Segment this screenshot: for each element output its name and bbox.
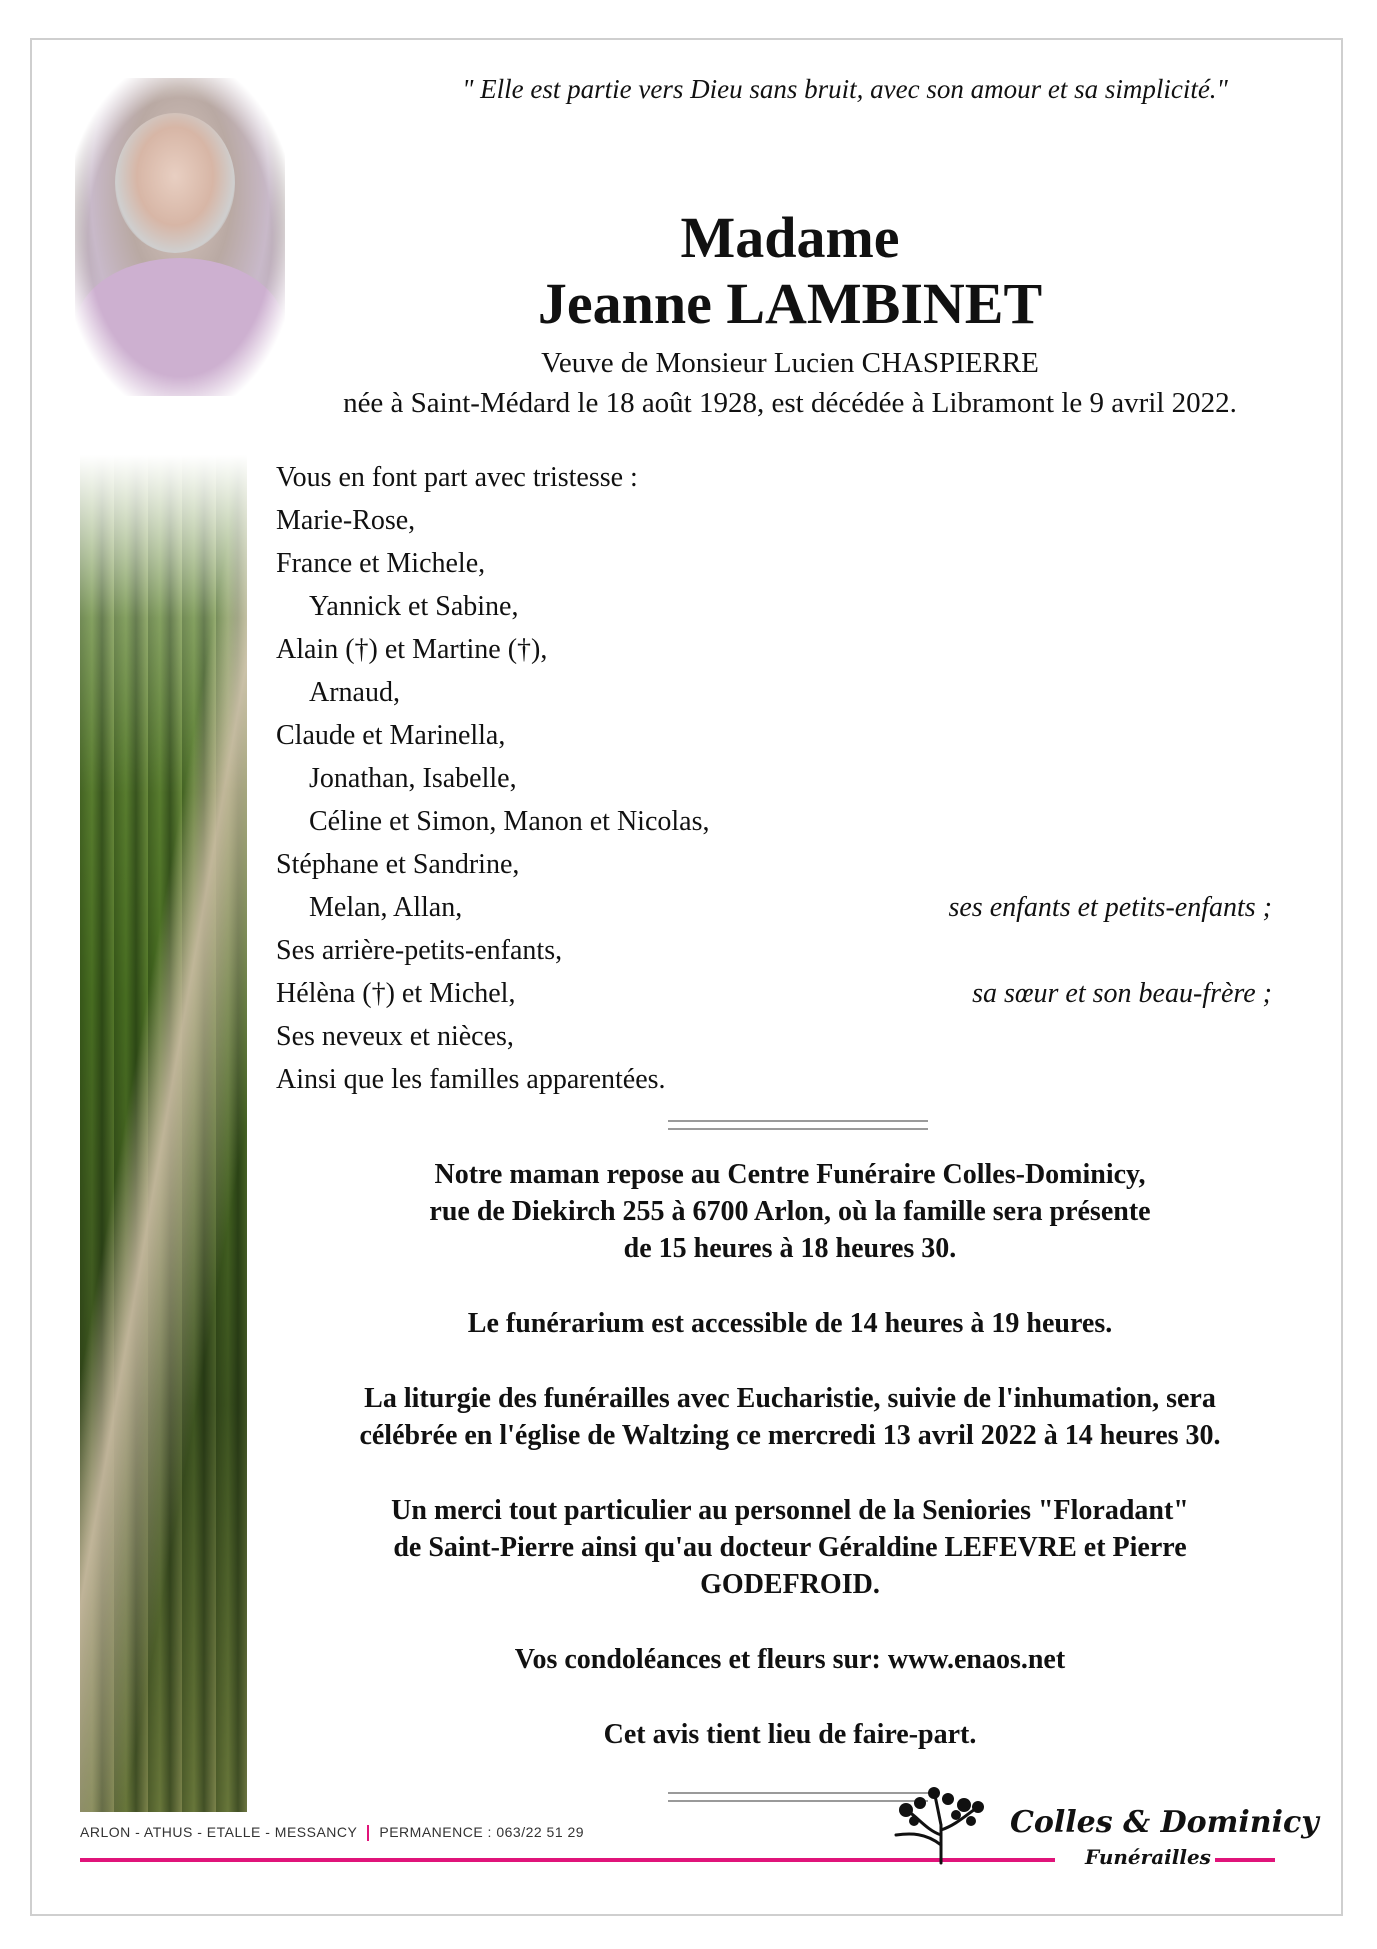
family-row (276, 585, 1296, 628)
family-row-text: Jonathan, Isabelle, (309, 763, 517, 794)
family-row (276, 456, 1296, 499)
portrait-body (75, 258, 285, 398)
family-row (276, 499, 1296, 542)
family-row (276, 886, 1296, 929)
liturgy-line-2: célébrée en l'église de Waltzing ce mercredi 13 avril 2022 à 14 heures 30. (359, 1420, 1221, 1451)
family-row-text: Alain (†) et Martine (†), (276, 634, 548, 665)
family-row-text: Ainsi que les familles apparentées. (276, 1064, 666, 1095)
thanks-line-2: de Saint-Pierre ainsi qu'au docteur Géraldine LEFEVRE et Pierre (393, 1532, 1187, 1563)
deceased-title (300, 205, 1280, 337)
title-honorific: Madame (680, 205, 900, 270)
footer-divider (367, 1825, 369, 1841)
family-row-text: Ses neveux et nièces, (276, 1021, 514, 1052)
family-row-text: Stéphane et Sandrine, (276, 849, 520, 880)
separator-top (668, 1120, 928, 1130)
title-name: Jeanne LAMBINET (537, 271, 1043, 336)
family-row-relation: sa sœur et son beau-frère ; (972, 978, 1272, 1009)
widow-line: Veuve de Monsieur Lucien CHASPIERRE (541, 347, 1039, 379)
notice-paragraph (290, 1716, 1290, 1753)
repose-line-3: de 15 heures à 18 heures 30. (623, 1233, 957, 1264)
family-row (276, 542, 1296, 585)
footer-permanence: PERMANENCE : 063/22 51 29 (379, 1824, 585, 1840)
access-line: Le funérarium est accessible de 14 heures à 19 heures. (467, 1308, 1113, 1339)
family-row (276, 1015, 1296, 1058)
family-row (276, 843, 1296, 886)
family-list (276, 456, 1296, 1101)
tree-logo-icon (886, 1785, 996, 1865)
brand-name: Colles & Dominicy (1010, 1805, 1319, 1840)
access-paragraph (290, 1305, 1290, 1342)
liturgy-line-1: La liturgie des funérailles avec Eucharistie, suivie de l'inhumation, sera (364, 1383, 1216, 1414)
family-row (276, 972, 1296, 1015)
family-row (276, 714, 1296, 757)
family-row-text: Yannick et Sabine, (309, 591, 519, 622)
family-row-text: Claude et Marinella, (276, 720, 506, 751)
footer-accent-line-right (1215, 1858, 1275, 1862)
notice-line: Cet avis tient lieu de faire-part. (603, 1719, 977, 1750)
family-row (276, 671, 1296, 714)
family-row-text: France et Michele, (276, 548, 486, 579)
family-row-relation: ses enfants et petits-enfants ; (948, 892, 1272, 923)
ceremony-info (290, 1156, 1290, 1791)
family-row-text: Melan, Allan, (309, 892, 463, 923)
footer-locations: ARLON - ATHUS - ETALLE - MESSANCY (80, 1824, 358, 1840)
forest-path-image (80, 455, 247, 1812)
family-row (276, 800, 1296, 843)
family-row-text: Vous en font part avec tristesse : (276, 462, 638, 493)
family-row-text: Ses arrière-petits-enfants, (276, 935, 563, 966)
family-row-text: Marie-Rose, (276, 505, 416, 536)
portrait-photo (75, 78, 285, 396)
family-row (276, 1058, 1296, 1101)
footer-contact (80, 1824, 584, 1841)
condolences-line: Vos condoléances et fleurs sur: www.enaos.net (514, 1644, 1066, 1675)
thanks-line-1: Un merci tout particulier au personnel de la Seniories "Floradant" (391, 1495, 1189, 1526)
family-row-text: Hélèna (†) et Michel, (276, 978, 516, 1009)
repose-line-2: rue de Diekirch 255 à 6700 Arlon, où la famille sera présente (429, 1196, 1151, 1227)
condolences-paragraph (290, 1641, 1290, 1678)
brand-subtitle: Funérailles (1085, 1845, 1211, 1869)
family-row-text: Arnaud, (309, 677, 400, 708)
repose-line-1: Notre maman repose au Centre Funéraire Colles-Dominicy, (434, 1159, 1146, 1190)
birth-death-line: née à Saint-Médard le 18 août 1928, est décédée à Libramont le 9 avril 2022. (343, 387, 1237, 419)
family-row (276, 929, 1296, 972)
family-row (276, 757, 1296, 800)
family-row-text: Céline et Simon, Manon et Nicolas, (309, 806, 710, 837)
family-row (276, 628, 1296, 671)
thanks-paragraph (290, 1492, 1290, 1603)
thanks-line-3: GODEFROID. (700, 1569, 880, 1600)
epitaph-quote: " Elle est partie vers Dieu sans bruit, avec son amour et sa simplicité." (462, 74, 1228, 104)
repose-paragraph (290, 1156, 1290, 1267)
portrait-head (115, 113, 235, 253)
liturgy-paragraph (290, 1380, 1290, 1454)
